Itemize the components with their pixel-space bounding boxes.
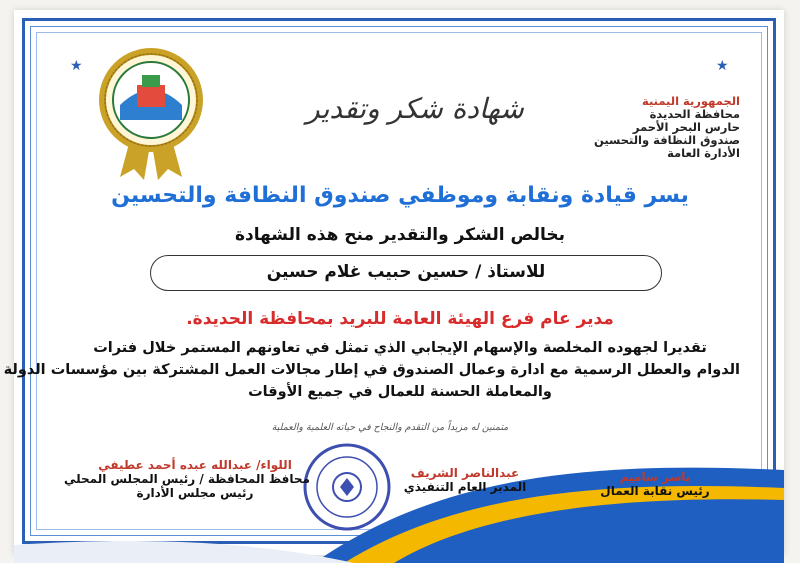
signer-role: محافظ المحافظة / رئيس المجلس المحلي <box>63 472 310 486</box>
body-line: تقديرا لجهوده المخلصة والإسهام الإيجابي الذي تمثل في تعاونهم المستمر خلال فترات <box>93 340 707 356</box>
signer-name: عبدالناصر الشريف <box>410 466 520 480</box>
grant-line: بخالص الشكر والتقدير منح هذه الشهادة <box>234 225 566 245</box>
star-icon: ★ <box>70 58 83 74</box>
signer-name: ياسر ساميم <box>619 470 691 484</box>
header-line: محافظة الحديدة <box>649 107 740 121</box>
recipient-name: للاستاذ / حسين حبيب غلام حسين <box>150 255 662 291</box>
header-line: الأدارة العامة <box>667 146 740 160</box>
signer-name: اللواء/ عبدالله عبده أحمد عطيفي <box>98 458 292 472</box>
signature-union-head <box>595 470 715 498</box>
wish-line: متمنين له مزيداً من التقدم والنجاح في حياته العلمية والعملية <box>271 422 509 433</box>
intro-line: يسر قيادة ونقابة وموظفي صندوق النظافة والتحسين <box>111 183 689 208</box>
star-icon: ★ <box>716 58 729 74</box>
header-line: الجمهورية اليمنية <box>641 94 740 108</box>
header-line: صندوق النظافة والتحسين <box>593 133 740 147</box>
body-line: والمعاملة الحسنة للعمال في جميع الأوقات <box>248 384 552 400</box>
recipient-position: مدير عام فرع الهيئة العامة للبريد بمحافظة الحديدة. <box>186 309 614 329</box>
signer-role: رئيس نقابة العمال <box>600 484 710 498</box>
stamp-seal <box>300 440 395 535</box>
emblem-logo <box>92 45 210 180</box>
signature-executive-director <box>390 466 540 494</box>
body-line: الدوام والعطل الرسمية مع ادارة وعمال الصندوق في إطار مجالات العمل المشتركة بين مؤسسات الدولة <box>3 362 740 378</box>
header-line: حارس البحر الأحمر <box>632 120 740 134</box>
signer-role-secondary: رئيس مجلس الأدارة <box>136 486 254 500</box>
signature-governor <box>63 458 310 500</box>
certificate-title: شهادة شكر وتقدير <box>306 92 524 125</box>
signer-role: المدير العام التنفيذي <box>403 480 527 494</box>
header-institution <box>550 95 740 160</box>
certificate-body <box>3 337 740 403</box>
